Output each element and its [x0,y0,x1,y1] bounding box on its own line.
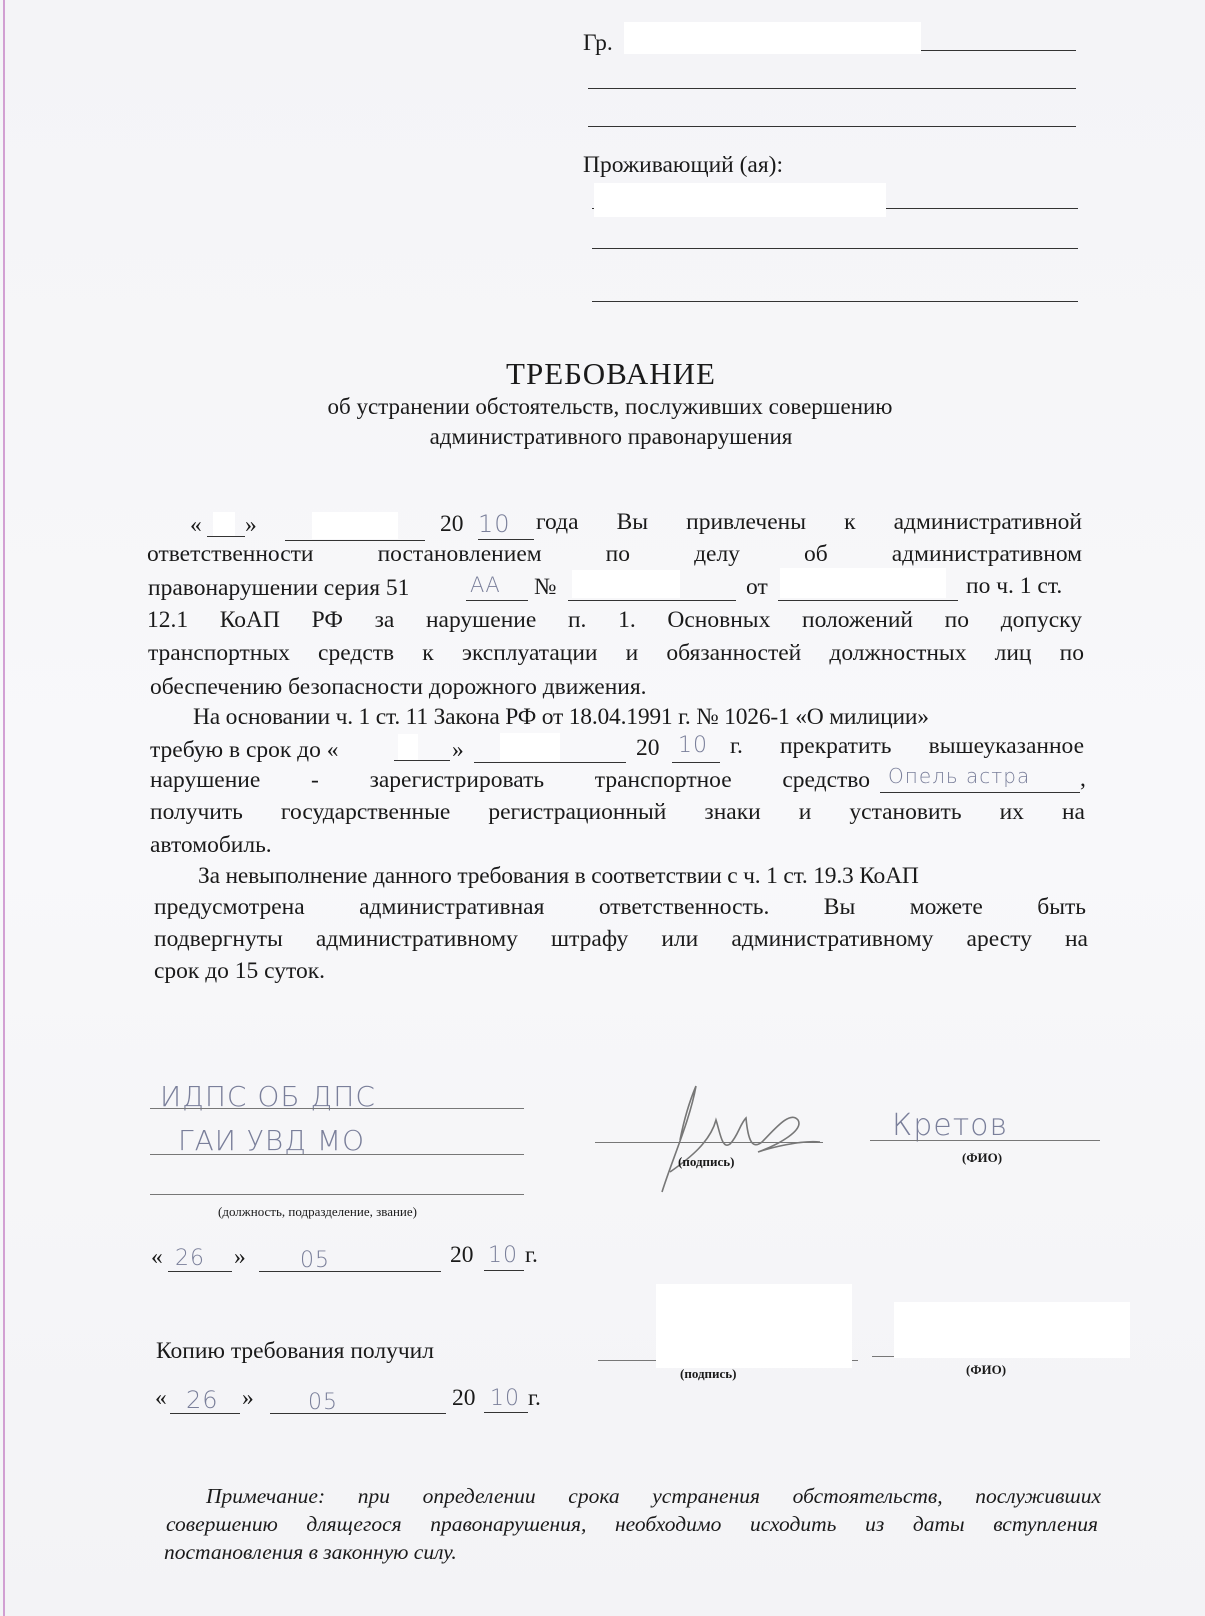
p1-year-prefix: 20 [440,511,464,537]
recipient-signature-caption: (подпись) [680,1366,737,1381]
p1-number-line [568,600,736,601]
officer-signature-image [650,1080,830,1210]
p2-vehicle-hand: Опель астра [888,764,1031,788]
document-title: ТРЕБОВАНИЕ [506,356,716,391]
p2-line-2b: » [452,737,464,763]
officer-date-open-quote: « [151,1244,163,1270]
note-line-1: Примечание: при определении срока устранения обстоятельств, послуживших [206,1484,1101,1508]
redacted-deadline-month [500,733,560,761]
p1-line-4: 12.1 КоАП РФ за нарушение п. 1. Основных положений по допуску [147,607,1082,633]
p1-series-line [466,600,528,601]
officer-date-year-hand: 10 [488,1243,518,1268]
p2-line-1: На основании ч. 1 ст. 11 Закона РФ от 18.04.1991 г. № 1026-1 «О милиции» [193,704,929,730]
p2-line-3-comma: , [1080,766,1086,792]
note-line-3: постановления в законную силу. [164,1540,457,1564]
p1-line-2: ответственности постановлением по делу об административном [147,541,1082,567]
p3-line-2: предусмотрена административная ответственность. Вы можете быть [154,894,1086,920]
p1-from-line [778,600,958,601]
p2-line-3a: нарушение - зарегистрировать транспортное средство [150,767,870,793]
officer-name-hand: Кретов [892,1108,1009,1143]
p2-line-4: получить государственные регистрационный знаки и установить их на [150,799,1085,825]
to-line-2 [588,88,1076,89]
recipient-date-year-hand: 10 [490,1386,520,1411]
recipient-name-caption: (ФИО) [966,1362,1007,1377]
p1-year-line [478,539,534,540]
p1-series-hand: АА [470,573,501,597]
redacted-deadline-day [398,734,418,760]
subtitle-line-1: об устранении обстоятельств, послуживших совершению [327,394,893,419]
officer-name-line [870,1140,1100,1141]
residing-label: Проживающий (ая): [583,152,784,178]
p1-line-5: транспортных средств к эксплуатации и обязанностей должностных лиц по [148,640,1084,666]
p1-number-sign: № [534,574,557,600]
p1-line-3a: правонарушении серия 51 [148,575,410,601]
officer-date-day-line [168,1271,232,1272]
p1-year-hand: 10 [478,510,511,538]
p3-line-3: подвергнуты административному штрафу или административному аресту на [154,926,1088,952]
p1-from: от [746,574,768,600]
p2-line-5: автомобиль. [150,832,272,858]
officer-name-caption: (ФИО) [962,1150,1003,1165]
recipient-date-day-line [170,1413,240,1414]
p2-month-line [474,762,626,763]
p2-vehicle-line [880,792,1080,793]
p2-day-line [394,760,450,761]
recipient-label: Копию требования получил [156,1338,434,1364]
p2-line-2a: требую в срок до « [150,737,339,763]
redacted-decision-date [780,568,946,598]
recipient-date-month-hand: 05 [308,1390,338,1415]
recipient-date-year-prefix: 20 [452,1385,476,1411]
officer-position-line-2 [150,1154,524,1155]
note-line-2: совершению длящегося правонарушения, необходимо исходить из даты вступления [166,1512,1098,1536]
p1-line-3-end: по ч. 1 ст. [966,573,1063,599]
p2-year-hand: 10 [678,733,708,758]
recipient-date-close-quote: » [242,1385,254,1411]
recipient-date-year-line [484,1412,528,1413]
redacted-day [213,512,235,536]
officer-date-close-quote: » [234,1244,246,1270]
officer-date-month-line [259,1271,441,1272]
redacted-recipient-signature [656,1284,852,1368]
address-line-3 [592,301,1078,302]
officer-date-month-hand: 05 [300,1248,330,1273]
p2-year-line [672,762,720,763]
redacted-name [624,22,921,54]
officer-date-suffix: г. [525,1242,538,1268]
recipient-date-day-hand: 26 [186,1386,219,1414]
redacted-month [312,512,398,539]
p1-line-1: года Вы привлечены к административной [536,509,1082,535]
to-label: Гр. [583,30,613,56]
recipient-date-open-quote: « [155,1385,167,1411]
p1-close-quote: » [245,512,257,538]
p1-day-line [207,536,245,537]
p1-line-6: обеспечению безопасности дорожного движения. [150,674,647,700]
officer-position-caption: (должность, подразделение, звание) [218,1204,417,1219]
p3-line-1: За невыполнение данного требования в соответствии с ч. 1 ст. 19.3 КоАП [198,863,919,889]
p3-line-4: срок до 15 суток. [154,958,326,984]
p2-year-prefix: 20 [636,735,660,761]
officer-date-year-prefix: 20 [450,1242,474,1268]
to-line-3 [588,126,1076,127]
officer-date-year-line [484,1270,524,1271]
officer-position-hand-1: ИДПС ОБ ДПС [160,1080,376,1113]
officer-signature-caption: (подпись) [678,1154,735,1169]
p2-line-2-end: г. прекратить вышеуказанное [730,733,1084,759]
scan-edge [3,0,5,1616]
redacted-number [572,570,680,598]
officer-date-day-hand: 26 [175,1246,205,1271]
recipient-date-suffix: г. [528,1385,541,1411]
recipient-date-month-line [270,1413,446,1414]
address-line-2 [592,248,1078,249]
redacted-address [594,183,886,217]
redacted-recipient-name [894,1302,1130,1358]
subtitle-line-2: административного правонарушения [429,424,793,449]
officer-position-hand-2: ГАИ УВД МО [178,1124,366,1157]
officer-position-line-3 [150,1194,524,1195]
officer-position-line-1 [150,1108,524,1109]
p1-open-quote: « [190,512,202,538]
